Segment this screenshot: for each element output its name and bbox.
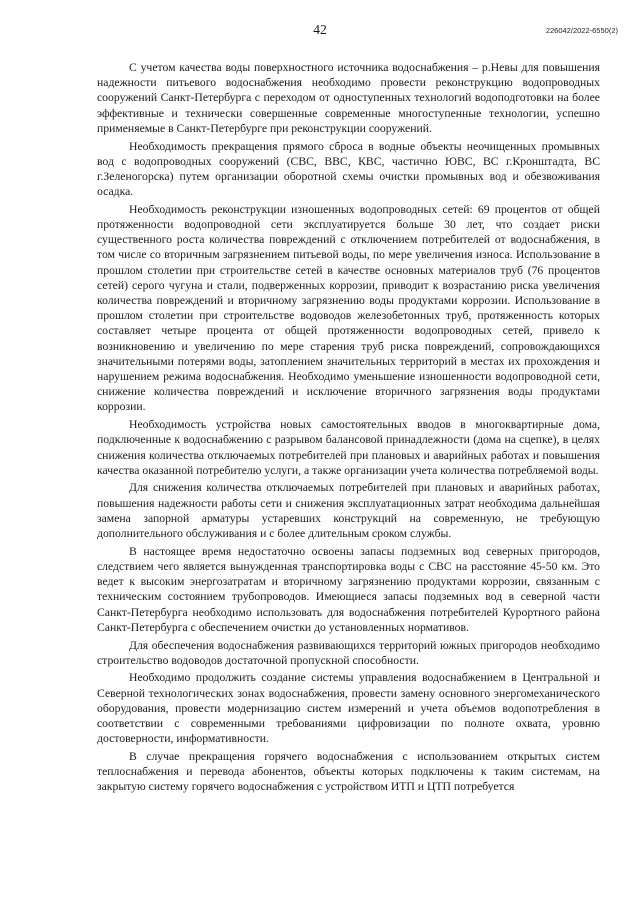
paragraph-southern-suburbs: Для обеспечения водоснабжения развивающихся территорий южных пригородов необходимо строительство водоводов достаточной пропускной способности.	[97, 638, 600, 667]
paragraph-management-system: Необходимо продолжить создание системы управления водоснабжением в Центральной и Северной технологических зонах водоснабжения, провести замену основного энергомеханического оборудования, провести модернизацию систем измерений и учета объемов водопотребления в соответствии с современными требованиями цифровизации по полноте охвата, уровню достоверности, информативности.	[97, 671, 600, 746]
paragraph-network-reconstruction: Необходимость реконструкции изношенных водопроводных сетей: 69 процентов от общей протяженности водопроводной сети эксплуатируется больше 30 лет, что создает риски существенного роста количества повреждений с отключением потребителей от водоснабжения, в том числе со вторичным загрязнением питьевой воды, по мере увеличения износа. Использование в прошлом столетии при строительстве сетей в качестве основных материалов труб (76 процентов сетей) серого чугуна и стали, подверженных коррозии, приводит к возрастанию риска увеличения количества повреждений и вторичному загрязнению воды продуктами коррозии. Использование в прошлом столетии при строительстве водоводов железобетонных труб, протяженность которых составляет четыре процента от общей протяженности водопроводных сетей, привело к возникновению и увеличению по мере старения труб риска повреждений, сопровождающихся значительными потерями воды, затоплением значительных территорий в местах их прохождения и нарушением режима водоснабжения. Необходимо уменьшение изношенности водопроводной сети, снижение количества повреждений и исключение вторичного загрязнения воды продуктами коррозии.	[97, 202, 600, 414]
paragraph-valve-replacement: Для снижения количества отключаемых потребителей при плановых и аварийных работах, повышения надежности работы сети и снижения эксплуатационных затрат необходима дальнейшая замена запорной арматуры устаревших конструкций на современную, не требующую дополнительного обслуживания и с более длительным сроком службы.	[97, 481, 600, 541]
paragraph-groundwater: В настоящее время недостаточно освоены запасы подземных вод северных пригородов, следствием чего является вынужденная транспортировка воды с СВС на расстояние 45-50 км. Это ведет к высоким энергозатратам и вторичному загрязнению продуктами коррозии, связанным с техническим состоянием трубопроводов. Имеющиеся запасы подземных вод в северной части Санкт-Петербурга необходимо использовать для водоснабжения потребителей Курортного района Санкт-Петербурга с обеспечением очистки до установленных нормативов.	[97, 544, 600, 634]
paragraph-hot-water: В случае прекращения горячего водоснабжения с использованием открытых систем теплоснабжения и перевода абонентов, объекты которых подключены к таким системам, на закрытую систему горячего водоснабжения с устройством ИТП и ЦТП потребуется	[97, 749, 600, 794]
document-body	[97, 60, 600, 796]
paragraph-separate-inputs: Необходимость устройства новых самостоятельных вводов в многоквартирные дома, подключенные к водоснабжению с разрывом балансовой принадлежности (дома на сцепке), в целях снижения количества отключаемых потребителей при плановых и аварийных работах и повышения качества оказанной потребителю услуги, а также организации учета количества потребляемой воды.	[97, 418, 600, 477]
paragraph-wash-water: Необходимость прекращения прямого сброса в водные объекты неочищенных промывных вод с водопроводных сооружений (СВС, ВВС, КВС, частично ЮВС, ВС г.Кронштадта, ВС г.Зеленогорска) путем организации оборотной схемы очистки промывных вод и обезвоживания осадка.	[97, 139, 600, 199]
paragraph-water-quality: С учетом качества воды поверхностного источника водоснабжения – р.Невы для повышения надежности питьевого водоснабжения необходимо провести реконструкцию водопроводных сооружений Санкт-Петербурга с переходом от одноступенных технологий водоподготовки на более эффективные и технически совершенные современные многоступенные технологии, успешно применяемые в Санкт-Петербурге при реконструкции сооружений.	[97, 61, 600, 135]
document-code: 226042/2022-6550(2)	[545, 26, 618, 35]
page-number: 42	[313, 22, 327, 37]
